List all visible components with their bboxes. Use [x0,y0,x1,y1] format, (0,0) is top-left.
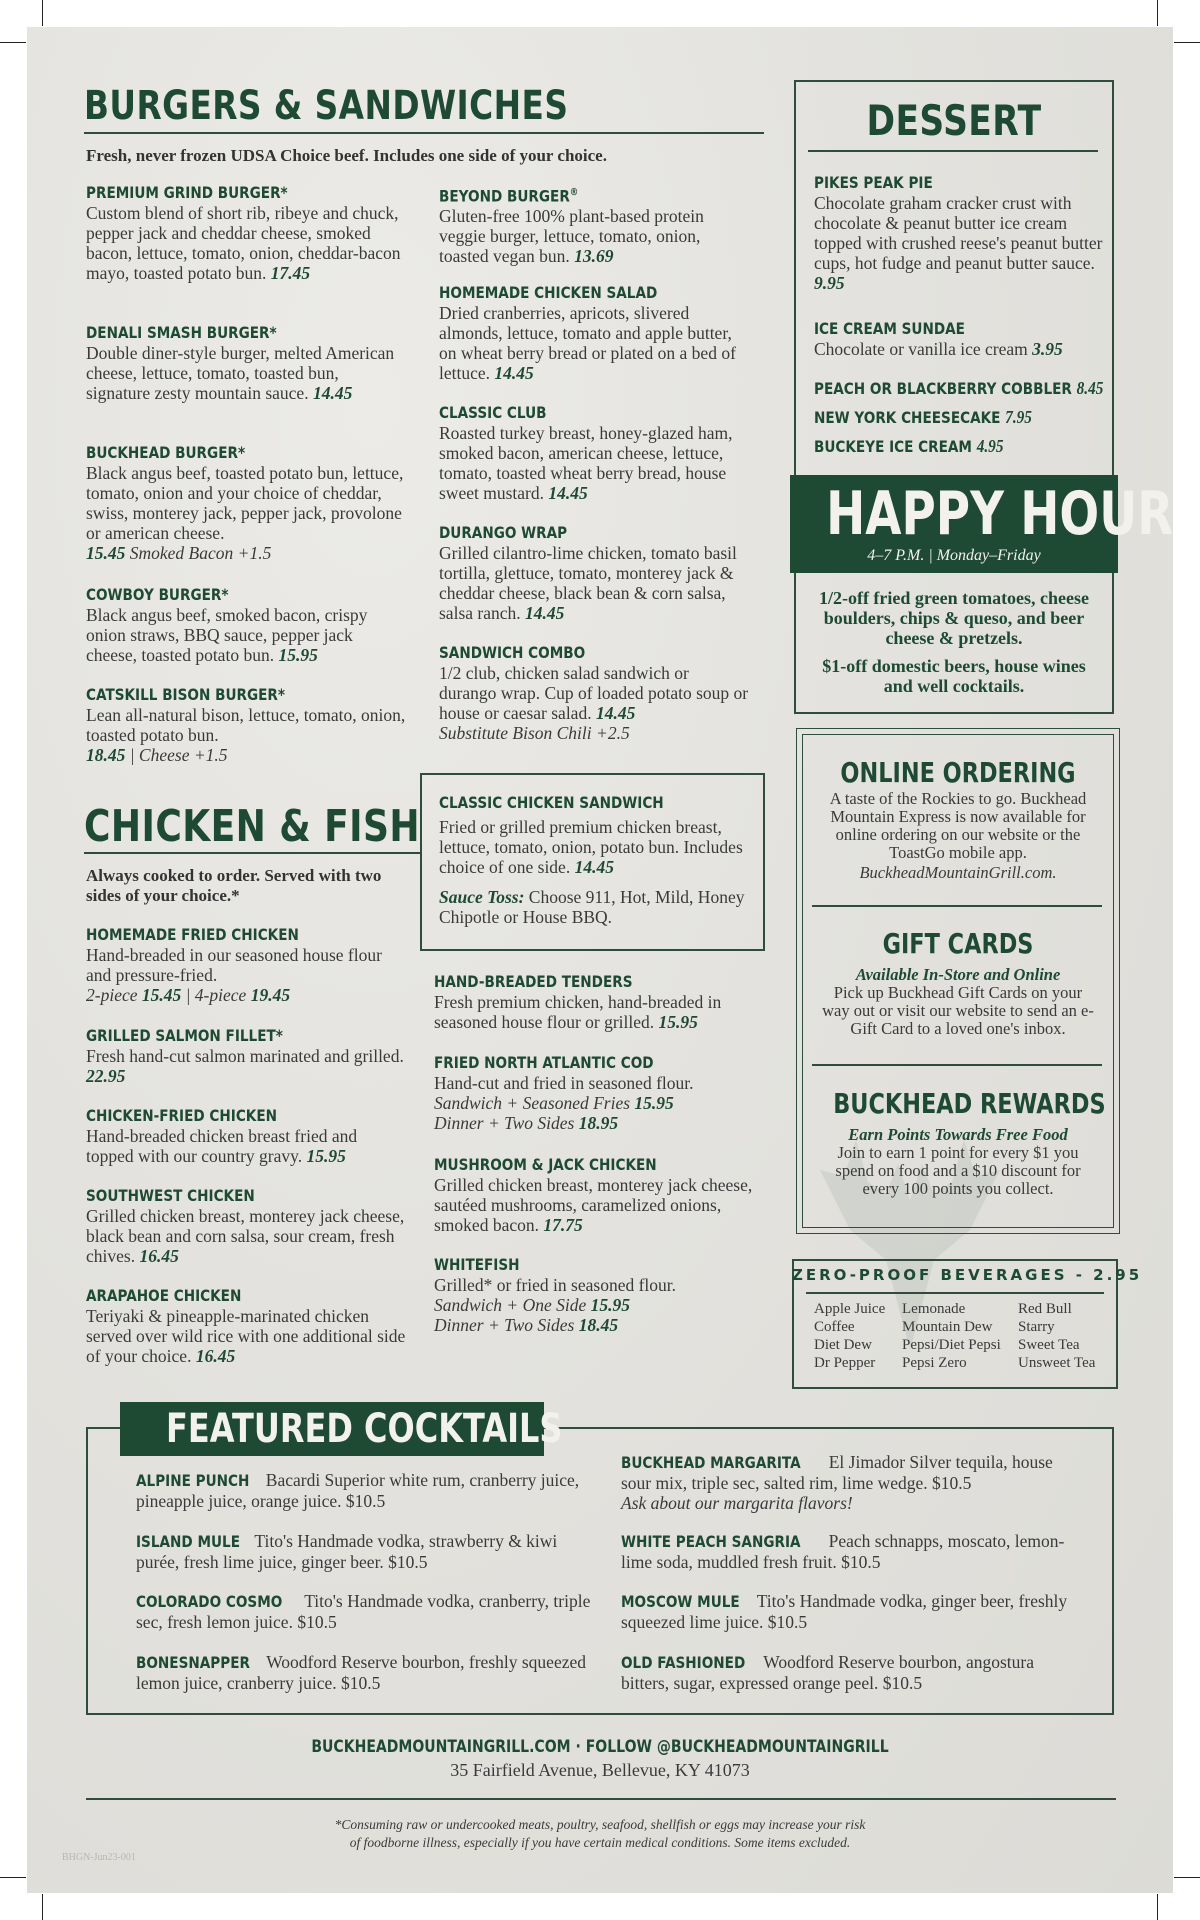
online-ordering-text: A taste of the Rockies to go. Buckhead Mountain Express is now available for online ordering on our website or the ToastGo mobile app. [829,789,1087,862]
item-price: 16.45 [195,1346,236,1366]
beverage-item: Starry [1018,1319,1055,1335]
item-desc: Roasted turkey breast, honey-glazed ham, smoked bacon, american cheese, lettuce, tomato, toasted wheat berry bread, house sweet mustard. [439,423,733,503]
crop-mark [42,1894,43,1920]
beverages-col-2 [902,1300,1001,1372]
crop-mark [0,1877,26,1878]
beverage-item: Pepsi/Diet Pepsi [902,1337,1001,1353]
divider [806,1292,1104,1294]
cocktail-desc: Tito's Handmade vodka, ginger beer, freshly squeezed lime juice. $10.5 [621,1591,1068,1632]
item-desc: Teriyaki & pineapple-marinated chicken served over wild rice with one additional side of your choice. [86,1306,406,1366]
online-ordering-title: ONLINE ORDERING [840,756,1076,789]
item-price: 13.69 [574,246,614,267]
dessert-item [814,319,1104,359]
beverage-item: Coffee [814,1319,855,1335]
footer-address: 35 Fairfield Avenue, Bellevue, KY 41073 [450,1760,750,1780]
menu-item [439,523,749,623]
option-label: Sandwich + One Side [434,1295,587,1315]
item-price: 15.95 [278,645,318,665]
rewards-title: BUCKHEAD REWARDS [833,1087,1106,1120]
item-price: 14.45 [548,483,588,503]
item-name: HOMEMADE FRIED CHICKEN [86,925,299,944]
cocktail-item [621,1652,1071,1693]
cocktails-title-banner [120,1402,563,1456]
chicken-intro: Always cooked to order. Served with two sides of your choice.* [86,866,382,905]
cocktail-item [136,1591,596,1632]
menu-item [86,183,406,283]
cocktail-desc: Bacardi Superior white rum, cranberry juice, pineapple juice, orange juice. $10.5 [136,1470,580,1511]
item-price: 9.95 [814,273,845,293]
item-price: 18.45 [578,1315,619,1335]
item-price: 3.95 [1032,339,1063,359]
item-desc: Fried or grilled premium chicken breast, lettuce, tomato, onion, potato bun. Includes choice of one side. [439,817,743,877]
crop-mark [1174,42,1200,43]
happy-hour-banner [790,475,1174,573]
item-price: 7.95 [1005,407,1032,427]
item-name: PREMIUM GRIND BURGER* [86,183,288,202]
item-price: 17.75 [543,1215,583,1235]
divider [84,852,420,854]
cocktail-item [621,1591,1071,1632]
chicken-title: CHICKEN & FISH [84,801,420,852]
beverage-item: Diet Dew [814,1337,872,1353]
burgers-title: BURGERS & SANDWICHES [84,83,569,129]
dessert-item [814,173,1104,293]
menu-item [434,1053,754,1133]
menu-item [86,323,406,403]
dessert-item [814,436,1104,457]
disclaimer-line-2: of foodborne illness, especially if you have certain medical conditions. Some items excluded. [349,1835,851,1850]
beverage-item: Lemonade [902,1301,966,1317]
item-price: 14.45 [595,703,636,723]
cocktail-name: ISLAND MULE [136,1532,240,1551]
item-desc: Grilled chicken breast, monterey jack cheese, black bean and corn salsa, sour cream, fresh chives. [86,1206,405,1266]
option-label: Dinner + Two Sides [434,1113,575,1133]
item-desc: Grilled chicken breast, monterey jack cheese, sautéed mushrooms, caramelized onions, smoked bacon. [434,1175,753,1235]
menu-item [439,403,749,503]
item-price: 18.95 [578,1113,619,1133]
item-price: 15.95 [306,1146,346,1166]
beverage-item: Sweet Tea [1018,1337,1080,1353]
item-note: | Cheese +1.5 [129,745,228,765]
option-label: | 4-piece [185,985,247,1005]
rewards-text: Join to earn 1 point for every $1 you spend on food and a $10 discount for every 100 points you collect. [835,1143,1081,1198]
menu-item [86,1106,406,1166]
item-name: CLASSIC CHICKEN SANDWICH [439,793,664,812]
happy-hour-time: 4–7 P.M. | Monday–Friday [867,547,1041,564]
menu-item [86,585,406,665]
item-desc: 1/2 club, chicken salad sandwich or durango wrap. Cup of loaded potato soup or house or caesar salad. [439,663,749,723]
item-name: CLASSIC CLUB [439,403,547,422]
footer-links[interactable]: BUCKHEADMOUNTAINGRILL.COM · FOLLOW @BUCKHEADMOUNTAINGRILL [311,1737,889,1756]
item-name: FRIED NORTH ATLANTIC COD [434,1053,654,1072]
item-name: CHICKEN-FRIED CHICKEN [86,1106,278,1125]
beverages-title: ZERO-PROOF BEVERAGES - 2.95 [792,1266,1143,1284]
item-price: 17.45 [270,263,311,283]
item-desc: Black angus beef, smoked bacon, crispy onion straws, BBQ sauce, pepper jack cheese, toasted potato bun. [86,605,368,665]
happy-hour-food: 1/2-off fried green tomatoes, cheese boulders, chips & queso, and beer cheese & pretzels. [818,588,1090,648]
option-label: Sandwich + Seasoned Fries [434,1093,631,1113]
item-desc: Custom blend of short rib, ribeye and chuck, pepper jack and cheddar cheese, smoked bacon, lettuce, tomato, onion, cheddar-bacon mayo, toasted potato bun. [86,203,401,283]
item-price: 16.45 [139,1246,179,1266]
item-desc: Hand-breaded chicken breast fried and topped with our country gravy. [86,1126,358,1166]
item-name: ICE CREAM SUNDAE [814,319,965,338]
item-price: 15.45 [141,985,182,1005]
sauce-label: Sauce Toss: [439,887,525,907]
cocktail-item [136,1531,596,1572]
item-price: 22.95 [86,1066,126,1086]
cocktail-name: BUCKHEAD MARGARITA [621,1453,801,1472]
item-desc: Gluten-free 100% plant-based protein veggie burger, lettuce, tomato, onion, toasted vegan bun. [439,206,704,267]
divider [808,150,1098,152]
item-price: 4.95 [976,436,1004,456]
dessert-item [814,407,1104,428]
item-name: HOMEMADE CHICKEN SALAD [439,283,658,302]
cocktail-name: BONESNAPPER [136,1653,251,1672]
crop-mark [42,0,43,26]
item-note: Substitute Bison Chili +2.5 [439,723,630,743]
item-desc: Chocolate graham cracker crust with chocolate & peanut butter ice cream topped with crushed reese's peanut butter cups, hot fudge and peanut butter sauce. [814,193,1103,273]
gift-cards-title: GIFT CARDS [882,927,1034,960]
beverage-item: Pepsi Zero [902,1355,967,1371]
cocktail-name: ALPINE PUNCH [136,1471,250,1490]
item-price: 14.45 [494,363,534,383]
item-price: 8.45 [1076,378,1104,398]
cocktail-note: Ask about our margarita flavors! [621,1493,853,1513]
beverages-col-3 [1018,1300,1095,1372]
dessert-title: DESSERT [866,96,1042,145]
item-name: GRILLED SALMON FILLET* [86,1026,283,1045]
divider [86,1798,1116,1800]
menu-item [434,1255,754,1335]
gift-cards-text: Pick up Buckhead Gift Cards on your way out or visit our website to send an e-Gift Card to a loved one's inbox. [822,983,1094,1038]
dessert-item [814,378,1104,399]
menu-item [439,643,749,743]
item-price: 19.45 [250,985,291,1005]
cocktail-name: COLORADO COSMO [136,1592,283,1611]
item-name: SANDWICH COMBO [439,643,586,662]
item-name: CATSKILL BISON BURGER* [86,685,286,704]
item-desc: Hand-breaded in our seasoned house flour and pressure-fried. [86,945,382,985]
happy-hour-title: HAPPY HOUR [826,479,1174,549]
cocktail-desc: El Jimador Silver tequila, house sour mix, triple sec, salted rim, lime wedge. $10.5 [621,1452,1053,1493]
item-note: Smoked Bacon +1.5 [129,543,272,563]
menu-item [434,972,754,1032]
beverage-item: Apple Juice [814,1301,886,1317]
cocktail-item [621,1452,1071,1513]
disclaimer-line-1: *Consuming raw or undercooked meats, poultry, seafood, shellfish or eggs may increase your risk [334,1817,866,1832]
item-name: BEYOND BURGER [439,186,570,206]
crop-mark [1157,0,1158,26]
beverages-col-1 [814,1300,885,1372]
item-name: BUCKEYE ICE CREAM [814,437,972,456]
item-name: SOUTHWEST CHICKEN [86,1186,255,1205]
cocktail-desc: Tito's Handmade vodka, cranberry, triple sec, fresh lemon juice. $10.5 [136,1591,591,1632]
burgers-intro: Fresh, never frozen UDSA Choice beef. Includes one side of your choice. [86,146,607,165]
cocktail-item [621,1531,1071,1572]
item-price: 15.95 [658,1012,698,1032]
item-desc: Lean all-natural bison, lettuce, tomato, onion, toasted potato bun. [86,705,406,745]
divider [84,132,764,134]
item-name: MUSHROOM & JACK CHICKEN [434,1155,657,1174]
beverage-item: Dr Pepper [814,1355,876,1371]
item-price: 14.45 [312,383,353,403]
rewards-sub: Earn Points Towards Free Food [848,1125,1068,1144]
registered-mark: ® [569,187,579,198]
cocktail-item [136,1652,596,1693]
item-name: NEW YORK CHEESECAKE [814,408,1001,427]
menu-item [439,283,749,383]
menu-item [434,1155,754,1235]
print-code: BHGN-Jun23-001 [62,1852,136,1863]
item-desc: Grilled cilantro-lime chicken, tomato basil tortilla, glettuce, tomato, monterey jack & cheddar cheese, black bean & corn salsa, salsa ranch. [439,543,737,623]
beverage-item: Red Bull [1018,1301,1072,1317]
item-name: PEACH OR BLACKBERRY COBBLER [814,379,1072,398]
item-desc: Black angus beef, toasted potato bun, lettuce, tomato, onion and your choice of cheddar, swiss, monterey jack, pepper jack, provolone or american cheese. [86,463,404,543]
item-desc: Hand-cut and fried in seasoned flour. [434,1073,694,1093]
item-name: DENALI SMASH BURGER* [86,323,277,342]
cocktail-item [136,1470,596,1511]
menu-item [86,1286,406,1366]
option-label: Dinner + Two Sides [434,1315,575,1335]
item-desc: Fresh premium chicken, hand-breaded in seasoned house flour or grilled. [434,992,722,1032]
menu-item [86,685,406,765]
item-desc: Grilled* or fried in seasoned flour. [434,1275,677,1295]
cocktail-desc: Woodford Reserve bourbon, freshly squeezed lemon juice, cranberry juice. $10.5 [136,1652,586,1693]
item-desc: Chocolate or vanilla ice cream [814,339,1028,359]
menu-item [86,1186,406,1266]
cocktail-name: MOSCOW MULE [621,1592,740,1611]
item-name: DURANGO WRAP [439,523,568,542]
cocktail-desc: Woodford Reserve bourbon, angostura bitters, sugar, expressed orange peel. $10.5 [621,1652,1035,1693]
crop-mark [1174,1877,1200,1878]
item-price: 15.95 [634,1093,674,1113]
item-name: HAND-BREADED TENDERS [434,972,633,991]
item-name: ARAPAHOE CHICKEN [86,1286,242,1305]
menu-item [86,443,406,563]
beverage-item: Unsweet Tea [1018,1355,1096,1371]
option-label: 2-piece [86,985,138,1005]
sauce-desc: Choose 911, Hot, Mild, Honey Chipotle or House BBQ. [439,887,745,927]
item-name: COWBOY BURGER* [86,585,229,604]
cocktails-title: FEATURED COCKTAILS [166,1406,563,1452]
happy-hour-drinks: $1-off domestic beers, house wines and well cocktails. [822,656,1086,696]
cocktail-name: WHITE PEACH SANGRIA [621,1532,801,1551]
item-name: PIKES PEAK PIE [814,173,933,192]
cocktail-name: OLD FASHIONED [621,1653,746,1672]
divider [812,905,1102,907]
beverage-item: Mountain Dew [902,1319,993,1335]
item-name: BUCKHEAD BURGER* [86,443,246,462]
item-price: 14.45 [574,857,614,877]
crop-mark [0,42,26,43]
item-desc: Double diner-style burger, melted American cheese, lettuce, tomato, toasted bun, signature zesty mountain sauce. [86,343,395,403]
item-name: WHITEFISH [434,1255,520,1274]
cocktail-desc: Tito's Handmade vodka, strawberry & kiwi purée, fresh lime juice, ginger beer. $10.5 [136,1531,558,1572]
item-desc: Fresh hand-cut salmon marinated and grilled. [86,1046,404,1066]
item-price: 18.45 [86,745,126,765]
gift-cards-sub: Available In-Store and Online [855,965,1061,984]
item-price: 14.45 [525,603,565,623]
item-desc: Dried cranberries, apricots, slivered almonds, lettuce, tomato and apple butter, on wheat berry bread or plated on a bed of lettuce. [439,303,736,383]
item-price: 15.45 [86,543,126,563]
cocktail-desc: Peach schnapps, moscato, lemon-lime soda, muddled fresh fruit. $10.5 [621,1531,1065,1572]
menu-item [439,183,749,266]
menu-item [439,793,754,927]
menu-item [86,925,406,1005]
website-link[interactable]: BuckheadMountainGrill.com. [859,863,1057,882]
item-price: 15.95 [590,1295,631,1315]
divider [812,1064,1102,1066]
menu-item [86,1026,406,1086]
crop-mark [1157,1894,1158,1920]
